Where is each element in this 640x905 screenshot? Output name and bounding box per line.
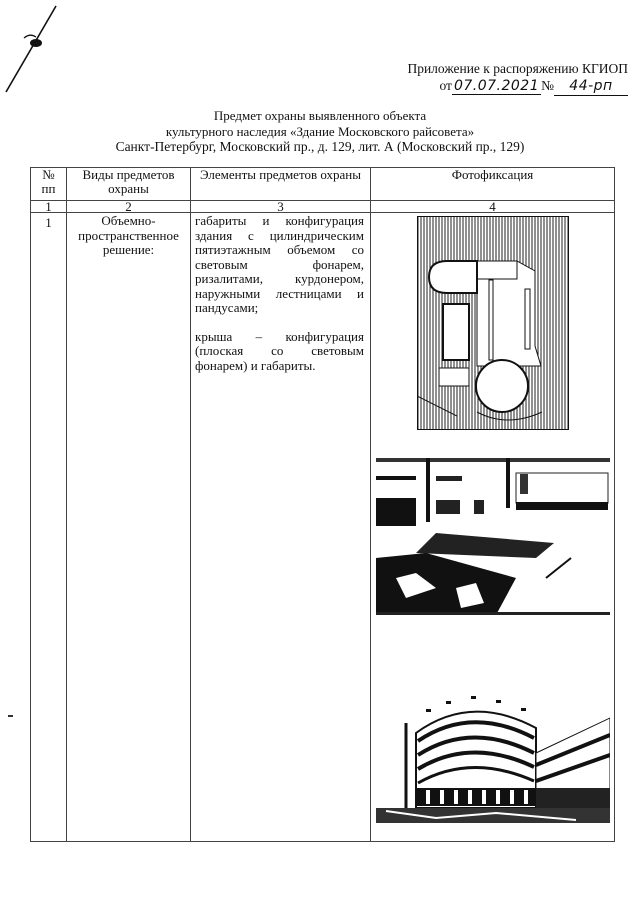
number-label: № <box>541 78 554 93</box>
photo-fixation <box>371 213 615 842</box>
title-line-3: Санкт-Петербург, Московский пр., д. 129, лит. А (Московский пр., 129) <box>115 139 525 154</box>
from-label: от <box>439 78 452 93</box>
column-number: 1 <box>31 201 67 213</box>
header-type-line2: охраны <box>108 181 149 196</box>
protection-type-line: пространственное <box>78 227 179 243</box>
protection-elements <box>191 213 371 842</box>
column-number-row <box>31 201 615 213</box>
handwritten-mark-icon <box>0 0 60 100</box>
column-number: 3 <box>191 201 371 213</box>
element-roof: крыша – конфигурация (плоская со световым фонарем) и габариты. <box>195 328 364 373</box>
header-number-line2: пп <box>41 181 56 196</box>
column-number: 4 <box>371 201 615 213</box>
protection-type <box>67 213 191 842</box>
scan-speck <box>8 715 13 717</box>
handwritten-date: 07.07.2021 <box>453 78 540 94</box>
header-type <box>67 168 191 201</box>
table-header-row <box>31 168 615 201</box>
protection-subject-table <box>30 167 615 842</box>
appendix-header <box>407 60 628 96</box>
appendix-date-number-line <box>439 77 628 96</box>
table-row <box>31 213 615 842</box>
courtyard-photo <box>376 458 610 615</box>
element-dimensions: габариты и конфигурация здания с цилиндрическим пятиэтажным объемом со световым фонарем, ризалитами, курдонером, наружными лестницами и пандусами; <box>195 213 364 315</box>
header-elements: Элементы предметов охраны <box>191 168 371 201</box>
header-number <box>31 168 67 201</box>
cylindrical-building-facade-photo <box>376 693 610 823</box>
header-photo: Фотофиксация <box>371 168 615 201</box>
handwritten-number: 44-рп <box>554 78 628 96</box>
title-line-2: культурного наследия «Здание Московского райсовета» <box>165 123 475 139</box>
protection-type-line: решение: <box>102 242 155 257</box>
column-number: 2 <box>67 201 191 213</box>
document-title <box>0 108 640 155</box>
row-number: 1 <box>31 213 67 842</box>
header-number-line1: № <box>42 167 55 182</box>
title-line-1: Предмет охраны выявленного объекта <box>213 108 427 123</box>
site-plan-icon <box>417 216 569 430</box>
building-photo-icon <box>376 693 610 823</box>
header-type-line1: Виды предметов <box>82 167 175 182</box>
protection-type-line: Объемно- <box>101 213 156 228</box>
appendix-line: Приложение к распоряжению КГИОП <box>407 61 628 76</box>
site-plan-drawing <box>417 216 569 430</box>
courtyard-photo-icon <box>376 458 610 615</box>
